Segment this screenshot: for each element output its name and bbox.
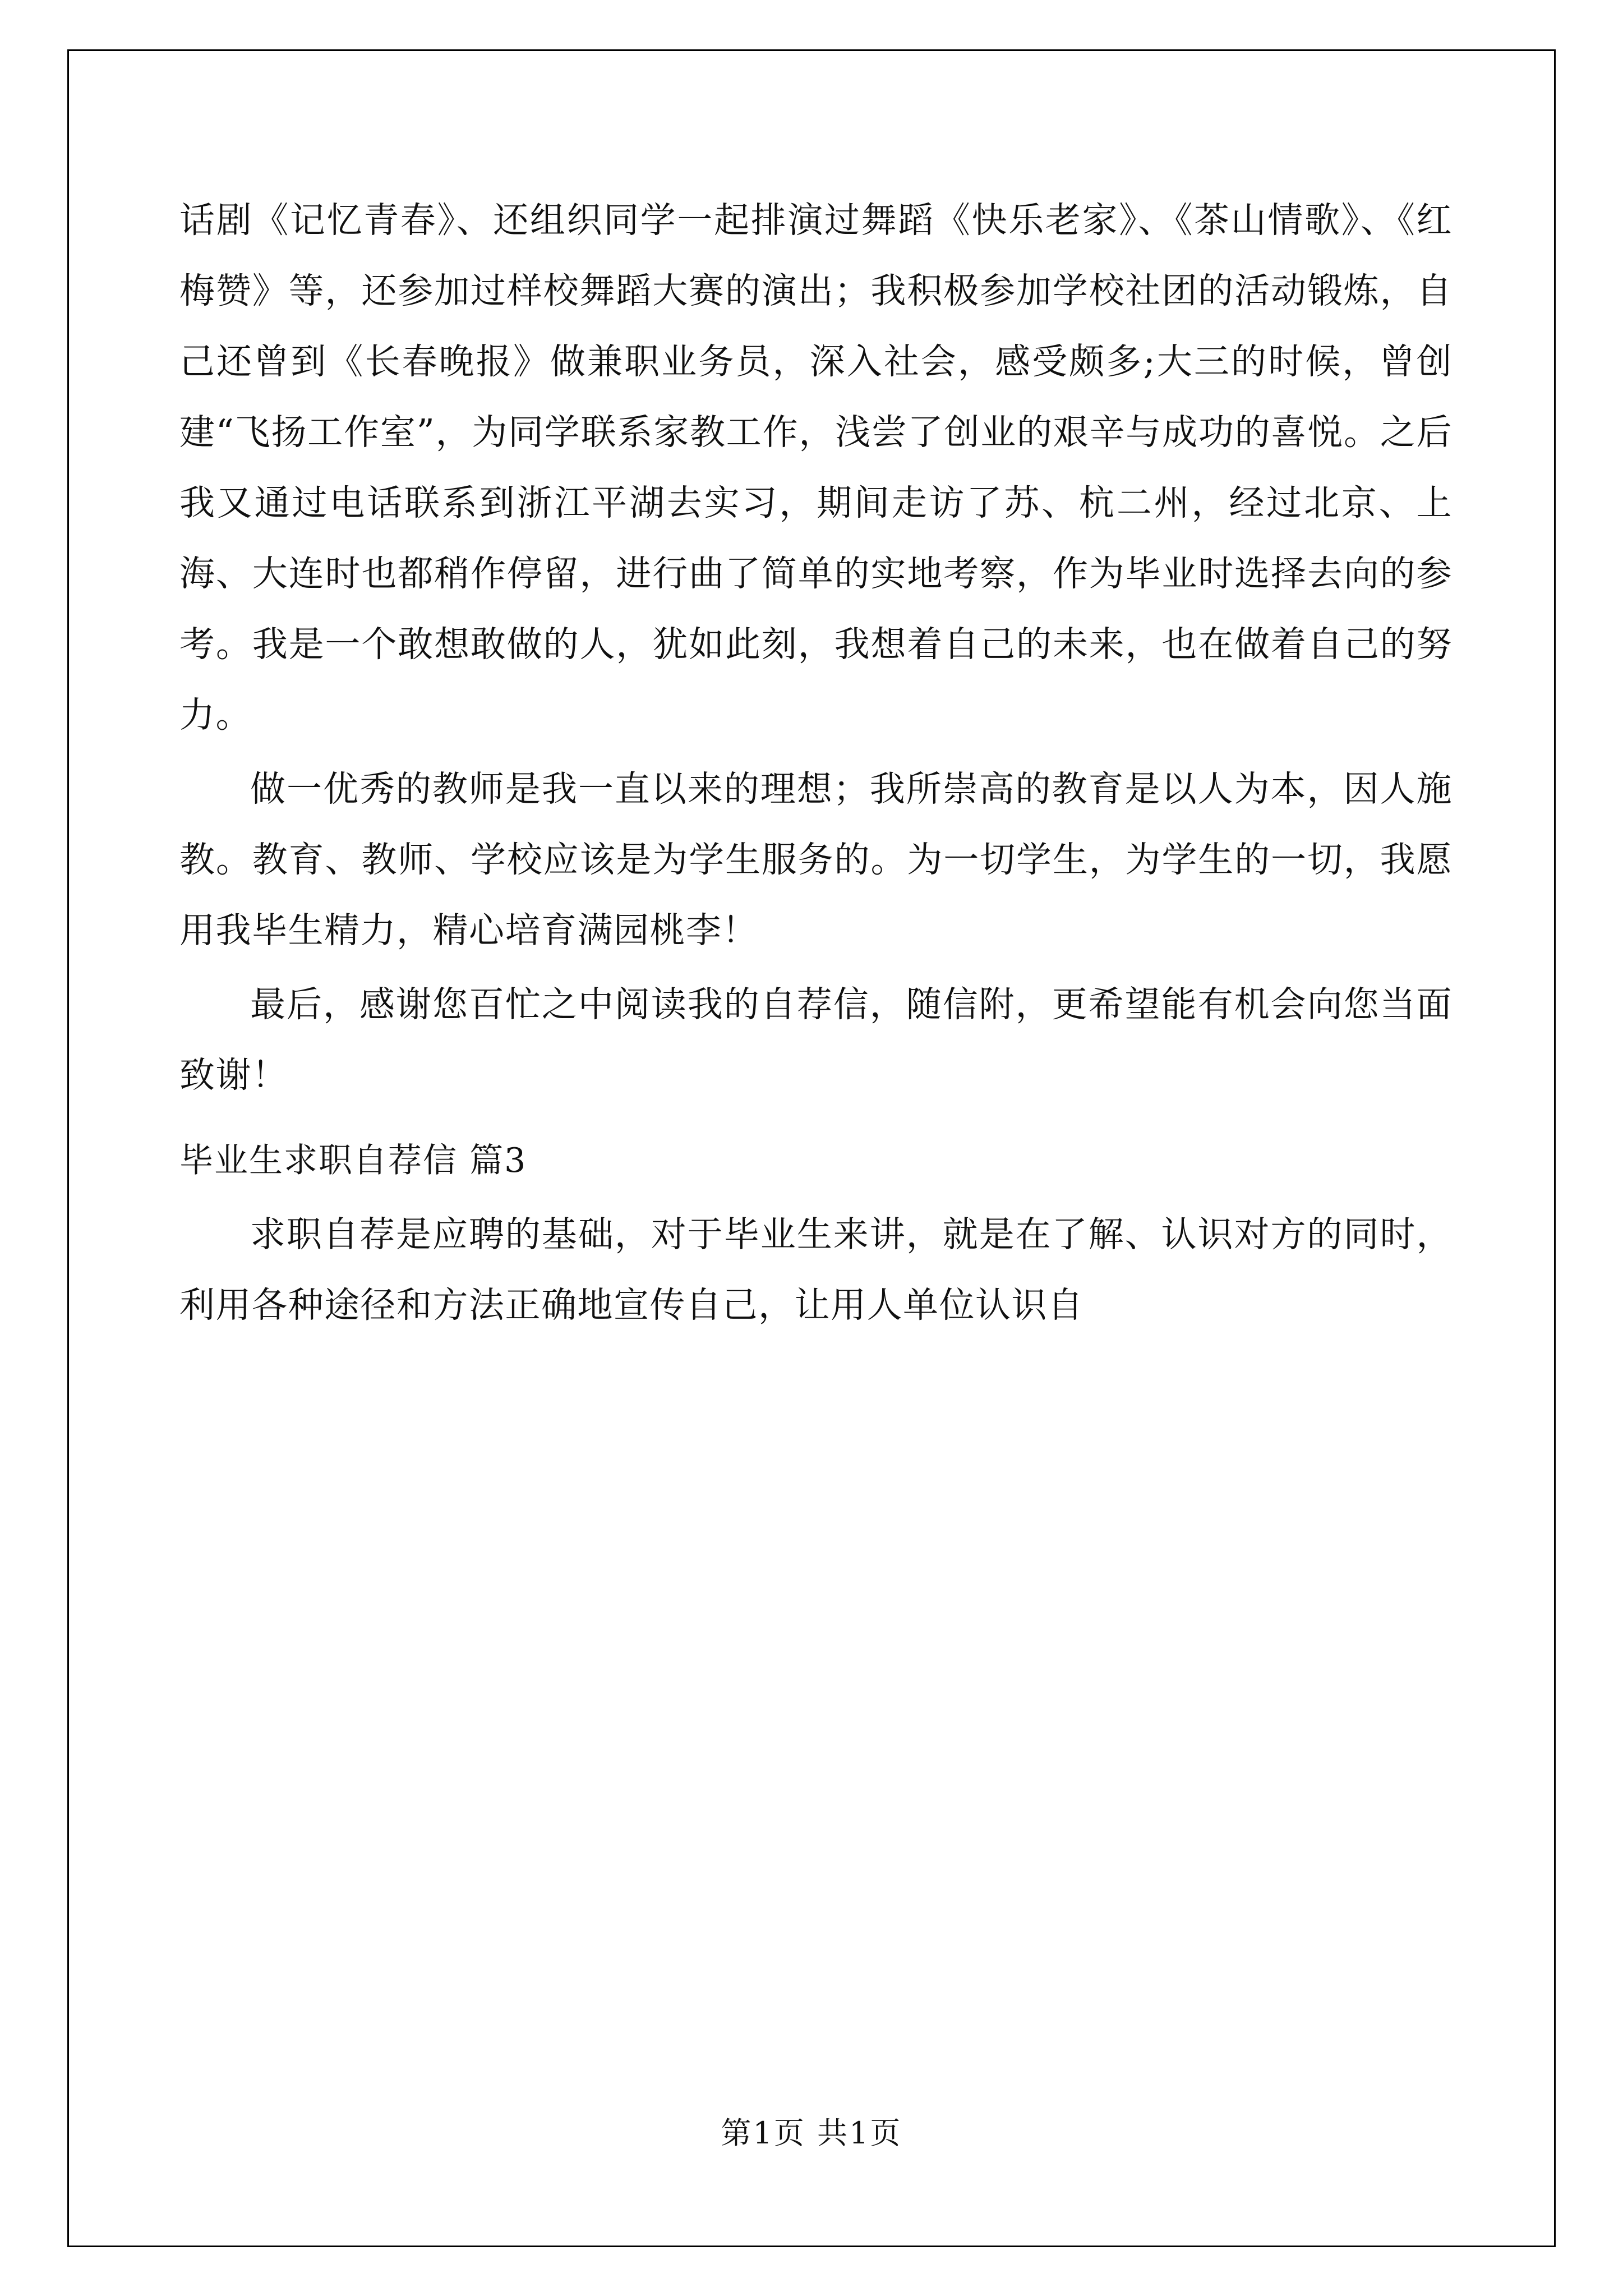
paragraph-body-4: 求职自荐是应聘的基础，对于毕业生来讲，就是在了解、认识对方的同时，利用各种途径和方法正确地宣传自己，让用人单位认识自 bbox=[179, 1214, 1453, 1326]
paragraph-body-2: 做一优秀的教师是我一直以来的理想；我所崇高的教育是以人为本，因人施教。教育、教师、学校应该是为学生服务的。为一切学生，为学生的一切，我愿用我毕生精力，精心培育满园桃李！ bbox=[179, 769, 1453, 951]
paragraph-body-1: 话剧《记忆青春》、还组织同学一起排演过舞蹈《快乐老家》、《茶山情歌》、《红梅赞》等，还参加过样校舞蹈大赛的演出；我积极参加学校社团的活动锻炼，自己还曾到《长春晚报》做兼职业务员，深入社会，感受颇多;大三的时候，曾创建“飞扬工作室”，为同学联系家教工作，浅尝了创业的艰辛与成功的喜悦。之后我又通过电话联系到浙江平湖去实习，期间走访了苏、杭二州，经过北京、上海、大连时也都稍作停留，进行曲了简单的实地考察，作为毕业时选择去向的参考。我是一个敢想敢做的人，犹如此刻，我想着自己的未来，也在做着自己的努力。 bbox=[179, 200, 1453, 735]
page-footer: 第1页 共1页 bbox=[721, 2115, 902, 2151]
paragraph-body-3: 最后，感谢您百忙之中阅读我的自荐信，随信附，更希望能有机会向您当面致谢！ bbox=[179, 984, 1453, 1096]
section-heading: 毕业生求职自荐信 篇3 bbox=[179, 1141, 527, 1180]
document-content bbox=[179, 185, 1453, 1344]
